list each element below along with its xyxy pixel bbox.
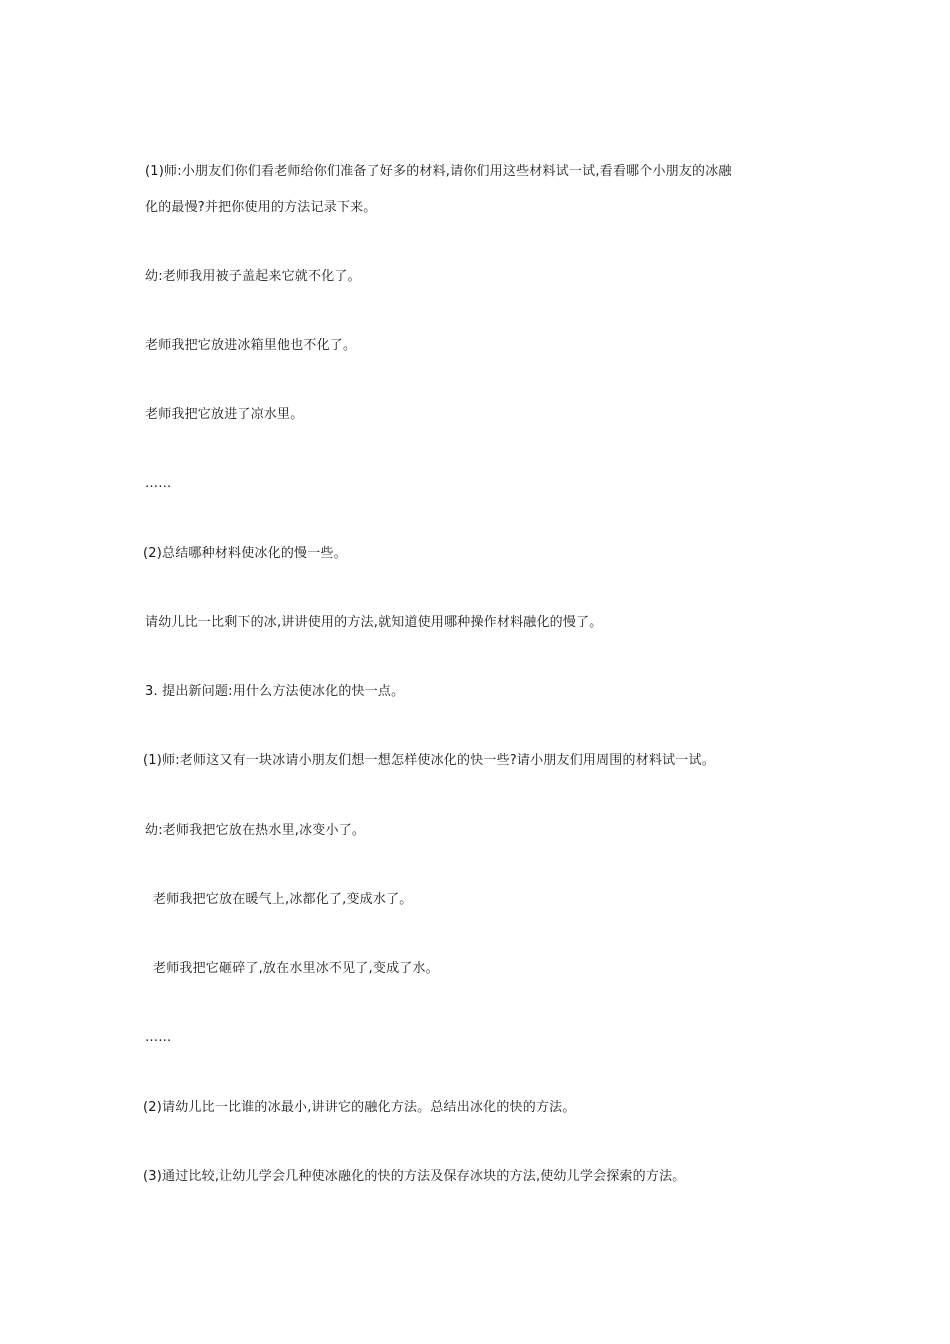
section-heading-3: 3. 提出新问题:用什么方法使冰化的快一点。 (145, 684, 405, 699)
paragraph-child-heater: 老师我把它放在暖气上,冰都化了,变成水了。 (153, 892, 413, 907)
paragraph-ellipsis-2: …… (145, 1030, 172, 1045)
paragraph-conclusion: (3)通过比较,让幼儿学会几种使冰融化的快的方法及保存冰块的方法,使幼儿学会探索的方法。 (143, 1169, 686, 1184)
paragraph-compare-remaining: 请幼儿比一比剩下的冰,讲讲使用的方法,就知道使用哪种操作材料融化的慢了。 (145, 615, 603, 630)
paragraph-child-fridge: 老师我把它放进冰箱里他也不化了。 (145, 338, 357, 353)
paragraph-teacher-prompt-fast: (1)师:老师这又有一块冰请小朋友们想一想怎样使冰化的快一些?请小朋友们用周围的材料试一试。 (143, 753, 715, 768)
paragraph-teacher-prompt-slow-cont: 化的最慢?并把你使用的方法记录下来。 (145, 200, 377, 215)
paragraph-summary-slow: (2)总结哪种材料使冰化的慢一些。 (143, 546, 347, 561)
paragraph-child-cold-water: 老师我把它放进了凉水里。 (145, 407, 304, 422)
paragraph-child-quilt: 幼:老师我用被子盖起来它就不化了。 (145, 269, 361, 284)
paragraph-ellipsis-1: …… (145, 476, 172, 491)
paragraph-child-crush: 老师我把它砸碎了,放在水里冰不见了,变成了水。 (153, 961, 439, 976)
paragraph-child-hot-water: 幼:老师我把它放在热水里,冰变小了。 (145, 823, 366, 838)
paragraph-teacher-prompt-slow: (1)师:小朋友们你们看老师给你们准备了好多的材料,请你们用这些材料试一试,看看哪个小朋友的冰融 (145, 164, 732, 179)
paragraph-compare-smallest: (2)请幼儿比一比谁的冰最小,讲讲它的融化方法。总结出冰化的快的方法。 (143, 1100, 576, 1115)
